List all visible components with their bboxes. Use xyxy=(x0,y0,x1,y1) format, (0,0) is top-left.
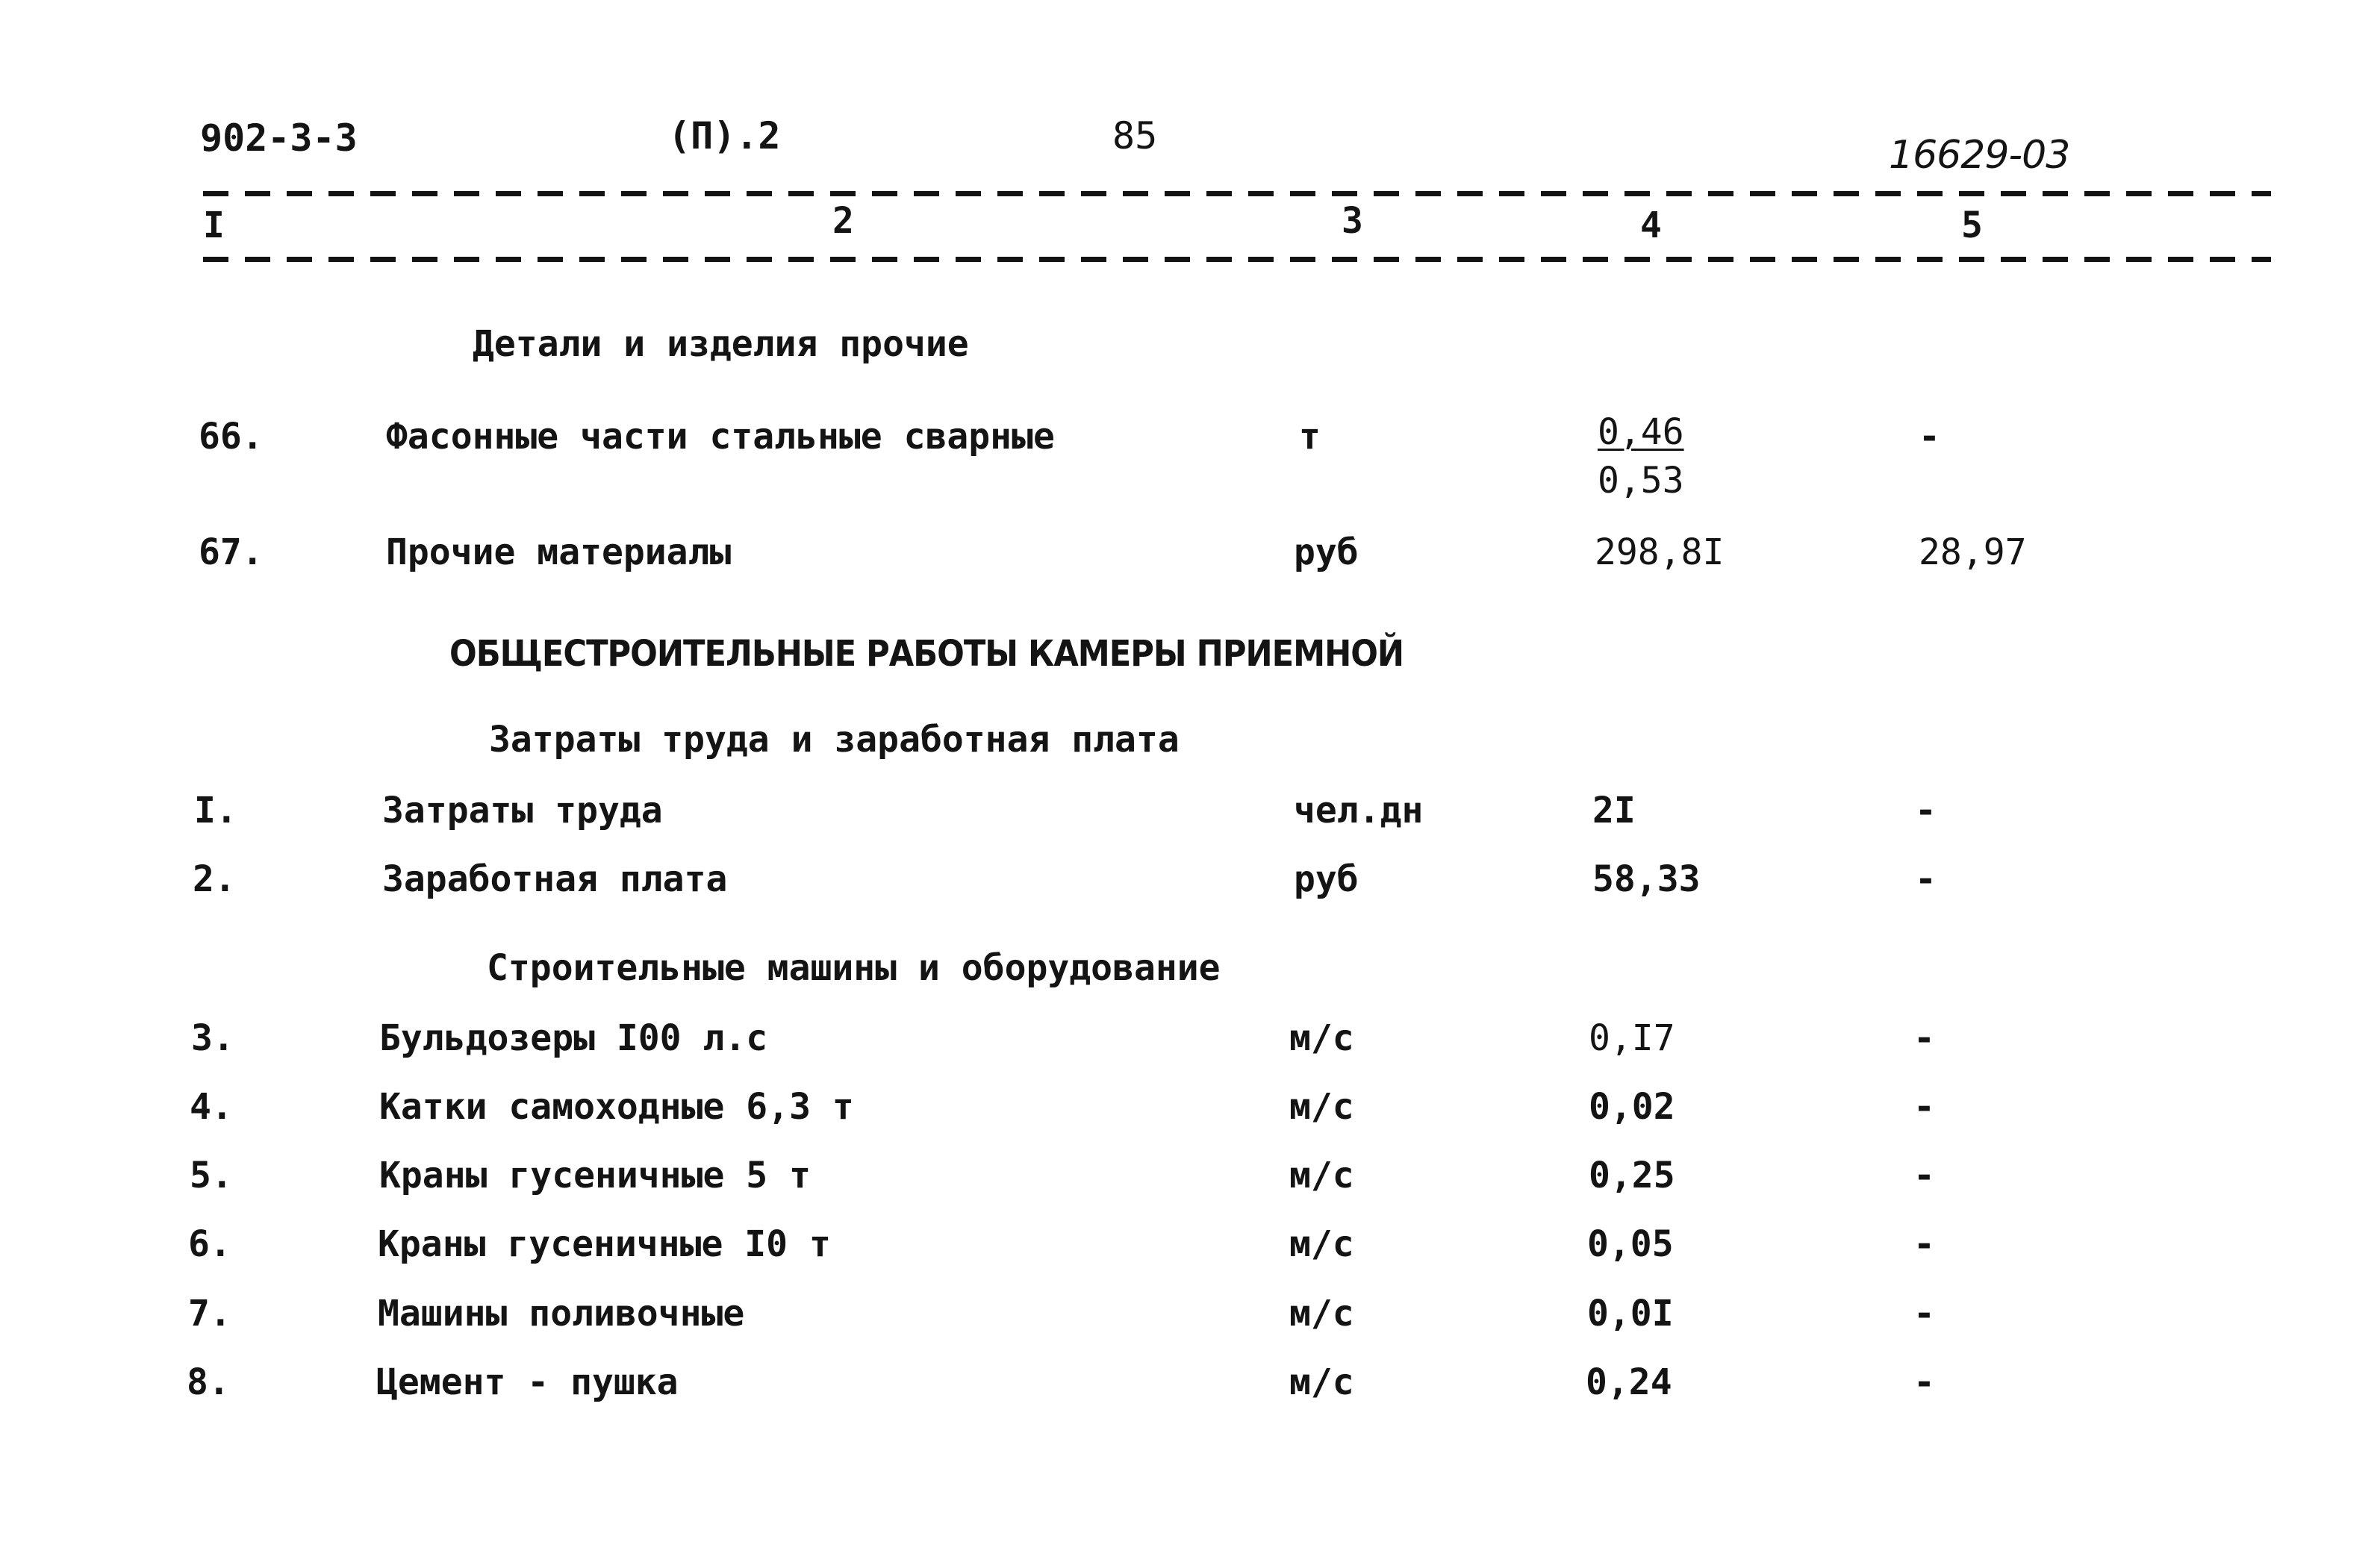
row-quantity: 0,05 xyxy=(1587,1223,1674,1265)
row-price: - xyxy=(1913,1293,1935,1335)
row-name: Краны гусеничные I0 т xyxy=(378,1223,831,1265)
row-unit: руб xyxy=(1294,531,1359,573)
row-quantity: 298,8I xyxy=(1595,531,1725,573)
row-number: 3. xyxy=(191,1017,234,1059)
row-quantity: 0,02 xyxy=(1589,1086,1675,1128)
row-unit: м/с xyxy=(1289,1361,1354,1403)
page-number: 85 xyxy=(1112,114,1158,157)
row-price: 28,97 xyxy=(1919,531,2027,573)
doc-code: 902-3-3 xyxy=(200,116,358,160)
row-name: Затраты труда xyxy=(382,790,663,831)
row-quantity: 58,33 xyxy=(1592,858,1701,900)
row-number: 5. xyxy=(190,1155,233,1196)
section-title-general-works: ОБЩЕСТРОИТЕЛЬНЫЕ РАБОТЫ КАМЕРЫ ПРИЕМНОЙ xyxy=(449,633,1404,675)
row-quantity-numerator: 0,46 xyxy=(1598,411,1684,453)
row-name: Прочие материалы xyxy=(386,531,732,573)
row-unit: м/с xyxy=(1289,1086,1354,1128)
row-name: Фасонные части стальные сварные xyxy=(386,416,1055,458)
section-title-other-parts: Детали и изделия прочие xyxy=(473,323,969,365)
subsection-title-machines: Строительные машины и оборудование xyxy=(487,947,1221,989)
album-number: (П).2 xyxy=(668,114,781,157)
row-number: 2. xyxy=(193,858,236,900)
row-name: Машины поливочные xyxy=(378,1293,745,1335)
row-number: 7. xyxy=(188,1293,231,1335)
row-number: I. xyxy=(194,790,237,831)
row-unit: м/с xyxy=(1289,1293,1354,1335)
row-price: - xyxy=(1915,790,1937,831)
row-price: - xyxy=(1913,1361,1935,1403)
row-quantity-denominator: 0,53 xyxy=(1598,460,1684,502)
row-price: - xyxy=(1919,416,1940,458)
subsection-title-labor: Затраты труда и заработная плата xyxy=(489,719,1180,761)
row-quantity: 0,25 xyxy=(1589,1155,1675,1196)
row-unit: чел.дн xyxy=(1294,790,1424,831)
table-header-bottom-rule xyxy=(203,257,2271,262)
row-number: 4. xyxy=(190,1086,233,1128)
column-number-3: 3 xyxy=(1342,200,1363,242)
row-name: Краны гусеничные 5 т xyxy=(379,1155,811,1196)
row-quantity: 0,0I xyxy=(1587,1293,1674,1335)
row-price: - xyxy=(1913,1086,1935,1128)
row-price: - xyxy=(1913,1017,1935,1059)
column-number-4: 4 xyxy=(1640,205,1662,246)
row-unit: м/с xyxy=(1289,1155,1354,1196)
row-price: - xyxy=(1913,1223,1935,1265)
row-number: 67. xyxy=(199,531,264,573)
table-header-top-rule xyxy=(203,191,2271,196)
row-name: Заработная плата xyxy=(382,858,728,900)
column-number-2: 2 xyxy=(832,200,854,242)
column-number-5: 5 xyxy=(1961,205,1983,246)
column-number-1: I xyxy=(203,205,225,246)
row-name: Катки самоходные 6,3 т xyxy=(379,1086,854,1128)
row-name: Цемент - пушка xyxy=(376,1361,679,1403)
row-quantity: 0,24 xyxy=(1586,1361,1672,1403)
row-unit: т xyxy=(1299,416,1321,458)
row-number: 8. xyxy=(187,1361,230,1403)
row-unit: м/с xyxy=(1289,1223,1354,1265)
row-unit: м/с xyxy=(1289,1017,1354,1059)
row-price: - xyxy=(1915,858,1937,900)
row-unit: руб xyxy=(1294,858,1359,900)
row-name: Бульдозеры I00 л.с xyxy=(379,1017,768,1059)
row-price: - xyxy=(1913,1155,1935,1196)
row-number: 6. xyxy=(188,1223,231,1265)
row-number: 66. xyxy=(199,416,264,458)
row-quantity: 0,I7 xyxy=(1589,1017,1675,1059)
inventory-number: 16629-03 xyxy=(1889,133,2070,178)
row-quantity: 2I xyxy=(1592,790,1636,831)
